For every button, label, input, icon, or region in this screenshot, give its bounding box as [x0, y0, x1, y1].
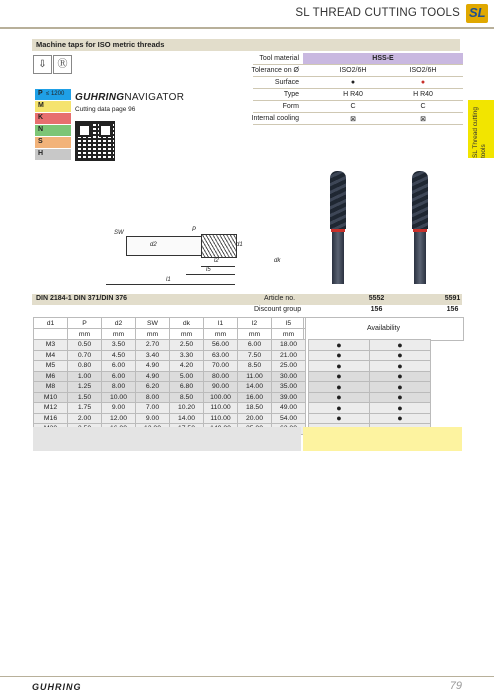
table-filler [33, 427, 301, 451]
tap-photo-5552 [330, 171, 346, 286]
cutting-data-reference: Cutting data page 96 [75, 106, 136, 113]
discount-5552: 156 [370, 306, 383, 313]
availability-dot-5552: ● [309, 371, 370, 382]
tap-photo-5591 [412, 171, 428, 286]
property-label: Tool material [259, 55, 299, 62]
table-cell: 0.50 [68, 340, 102, 351]
table-cell: 7.50 [238, 350, 272, 361]
l1-label: l1 [166, 277, 171, 283]
table-row[interactable] [34, 413, 431, 424]
table-cell: 3.50 [102, 340, 136, 351]
right-hand-thread-icon: Ⓡ [53, 55, 72, 74]
availability-dot-5591: ● [370, 413, 431, 424]
property-label: Surface [274, 79, 299, 86]
drawing-thread [201, 234, 237, 258]
table-cell: 9.00 [102, 403, 136, 414]
l1-dim-line [106, 284, 235, 285]
material-letter: K [38, 114, 44, 121]
table-row[interactable] [34, 403, 431, 414]
table-cell: 20.00 [238, 413, 272, 424]
dimensions-table [33, 317, 431, 435]
column-header: d1 [34, 318, 68, 329]
unit-cell: mm [68, 329, 102, 340]
table-cell: 30.00 [272, 371, 306, 382]
table-cell: 9.00 [136, 413, 170, 424]
material-note: ≤ 1200 [46, 91, 65, 97]
surface-coated-icon: ● [420, 79, 426, 86]
availability-dot-5591: ● [370, 403, 431, 414]
page-header-title: SL THREAD CUTTING TOOLS [295, 7, 460, 19]
table-cell: 4.90 [136, 361, 170, 372]
availability-dot-5591: ● [370, 392, 431, 403]
availability-dot-5552: ● [309, 403, 370, 414]
table-cell: 0.70 [68, 350, 102, 361]
tap-dimension-drawing [106, 218, 296, 288]
column-header: SW [136, 318, 170, 329]
footer [0, 676, 494, 700]
table-cell: 3.40 [136, 350, 170, 361]
table-cell: 49.00 [272, 403, 306, 414]
table-cell: 0.80 [68, 361, 102, 372]
material-n [35, 125, 71, 136]
table-cell: 14.00 [238, 382, 272, 393]
table-cell: 14.00 [170, 413, 204, 424]
table-cell: 70.00 [204, 361, 238, 372]
table-cell: 5.00 [170, 371, 204, 382]
availability-dot-5591: ● [370, 350, 431, 361]
material-p [35, 89, 71, 100]
material-k [35, 113, 71, 124]
surface-bright-icon: ● [350, 79, 356, 86]
table-cell: 35.00 [272, 382, 306, 393]
footer-rule [0, 676, 494, 677]
sw-label: SW [114, 230, 124, 236]
table-cell: 110.00 [204, 403, 238, 414]
no-cooling-icon: ⊠ [350, 116, 356, 123]
table-cell: 25.00 [272, 361, 306, 372]
page-number: 79 [449, 680, 462, 692]
column-header: P [68, 318, 102, 329]
tap-tool-icon: ⇩ [33, 55, 52, 74]
l5-dim-line [186, 274, 235, 275]
table-cell: 1.25 [68, 382, 102, 393]
table-row[interactable] [34, 340, 431, 351]
table-cell: 6.00 [102, 371, 136, 382]
table-cell: 4.50 [102, 350, 136, 361]
column-header: l5 [272, 318, 306, 329]
discount-label: Discount group [254, 306, 302, 313]
availability-dot-5552: ● [309, 361, 370, 372]
unit-cell: mm [136, 329, 170, 340]
top-bar [0, 0, 494, 28]
table-cell: 4.90 [136, 371, 170, 382]
table-row[interactable] [34, 361, 431, 372]
table-cell: 21.00 [272, 350, 306, 361]
property-value-5552: C [350, 103, 356, 110]
availability-dot-5591: ● [370, 340, 431, 351]
material-letter: H [38, 150, 44, 157]
no-cooling-icon: ⊠ [420, 116, 426, 123]
table-cell: 11.00 [238, 371, 272, 382]
logo-text: SL [469, 5, 486, 20]
availability-dot-5552: ● [309, 392, 370, 403]
table-cell: 18.50 [238, 403, 272, 414]
availability-dot-5552: ● [309, 340, 370, 351]
column-header: d2 [102, 318, 136, 329]
table-cell: M4 [34, 350, 68, 361]
availability-dot-5552: ● [309, 382, 370, 393]
property-divider [253, 124, 463, 125]
table-cell: M12 [34, 403, 68, 414]
table-cell: M10 [34, 392, 68, 403]
discount-row [32, 305, 462, 316]
property-value-5591: H R40 [413, 91, 433, 98]
section-title: Machine taps for ISO metric threads [36, 40, 165, 49]
table-cell: M8 [34, 382, 68, 393]
side-tab[interactable] [468, 100, 494, 158]
unit-cell: mm [102, 329, 136, 340]
table-cell: 1.50 [68, 392, 102, 403]
navigator-logo [75, 92, 184, 103]
table-cell: 1.00 [68, 371, 102, 382]
side-tab-label: SL Thread cutting tools [472, 107, 487, 158]
material-m [35, 101, 71, 112]
table-cell: 4.20 [170, 361, 204, 372]
p-label: P [192, 227, 197, 233]
material-letter: P [38, 90, 43, 97]
table-cell: 6.00 [102, 361, 136, 372]
property-value-5591: C [420, 103, 426, 110]
availability-dot-5591: ● [370, 371, 431, 382]
table-row[interactable] [34, 382, 431, 393]
table-cell: 8.00 [136, 392, 170, 403]
unit-cell: mm [272, 329, 306, 340]
article-5552[interactable]: 5552 [368, 295, 385, 302]
table-cell: 90.00 [204, 382, 238, 393]
table-cell: 6.80 [170, 382, 204, 393]
unit-cell [34, 329, 68, 340]
table-row[interactable] [34, 392, 431, 403]
availability-header: Availability [303, 317, 464, 341]
tool-material-value: HSS-E [303, 53, 463, 64]
unit-cell: mm [170, 329, 204, 340]
navigator-brand: GUHRING [75, 92, 125, 103]
table-header-row [34, 318, 431, 329]
availability-dot-5552: ● [309, 413, 370, 424]
table-cell: 10.20 [170, 403, 204, 414]
unit-cell: mm [204, 329, 238, 340]
unit-row [34, 329, 431, 340]
property-label: Form [282, 103, 299, 110]
property-label: Type [283, 91, 299, 98]
material-h [35, 149, 71, 160]
table-cell: M5 [34, 361, 68, 372]
table-row[interactable] [34, 350, 431, 361]
table-cell: 7.00 [136, 403, 170, 414]
table-cell: 2.00 [68, 413, 102, 424]
table-cell: 8.50 [170, 392, 204, 403]
d1-label: d1 [236, 242, 243, 248]
property-value-5591: ISO2/6H [409, 67, 437, 74]
drawing-shank [126, 236, 203, 256]
column-header: l2 [238, 318, 272, 329]
property-value-5552: ISO2/6H [339, 67, 367, 74]
table-cell: 16.00 [238, 392, 272, 403]
material-letter: N [38, 126, 44, 133]
sl-logo-icon [466, 4, 488, 23]
table-cell: 12.00 [102, 413, 136, 424]
material-s [35, 137, 71, 148]
property-label: Internal cooling [251, 115, 299, 122]
table-cell: 10.00 [102, 392, 136, 403]
l5-label: l5 [206, 267, 211, 273]
table-cell: 3.30 [170, 350, 204, 361]
discount-5591: 156 [446, 306, 459, 313]
l2-label: l2 [214, 258, 219, 264]
availability-dot-5591: ● [370, 382, 431, 393]
table-cell: 2.70 [136, 340, 170, 351]
table-cell: 2.50 [170, 340, 204, 351]
unit-cell: mm [238, 329, 272, 340]
table-cell: 8.00 [102, 382, 136, 393]
property-label: Tolerance on Ø [251, 67, 299, 74]
table-cell: 8.50 [238, 361, 272, 372]
article-label: Article no. [264, 295, 296, 302]
table-cell: 54.00 [272, 413, 306, 424]
table-cell: M16 [34, 413, 68, 424]
table-cell: M3 [34, 340, 68, 351]
material-letter: M [38, 102, 44, 109]
availability-filler [303, 427, 462, 451]
table-cell: M6 [34, 371, 68, 382]
property-value-5552: H R40 [343, 91, 363, 98]
footer-brand: GUHRING [32, 682, 82, 692]
material-letter: S [38, 138, 43, 145]
article-5591[interactable]: 5591 [444, 295, 461, 302]
table-cell: 110.00 [204, 413, 238, 424]
table-cell: 18.00 [272, 340, 306, 351]
availability-dot-5552: ● [309, 350, 370, 361]
navigator-suffix: NAVIGATOR [124, 92, 185, 103]
table-cell: 6.20 [136, 382, 170, 393]
table-cell: 1.75 [68, 403, 102, 414]
d2-label: d2 [150, 242, 157, 248]
table-cell: 80.00 [204, 371, 238, 382]
column-header: dk [170, 318, 204, 329]
qr-code-icon[interactable] [75, 121, 115, 161]
table-cell: 39.00 [272, 392, 306, 403]
standard-bar [32, 294, 462, 305]
header-rule [0, 27, 494, 29]
table-cell: 56.00 [204, 340, 238, 351]
dk-label: dk [274, 258, 281, 264]
table-cell: 6.00 [238, 340, 272, 351]
column-header: l1 [204, 318, 238, 329]
section-header [32, 39, 460, 51]
table-row[interactable] [34, 371, 431, 382]
standard-label: DIN 2184-1 DIN 371/DIN 376 [36, 295, 128, 302]
availability-dot-5591: ● [370, 361, 431, 372]
table-cell: 63.00 [204, 350, 238, 361]
table-cell: 100.00 [204, 392, 238, 403]
